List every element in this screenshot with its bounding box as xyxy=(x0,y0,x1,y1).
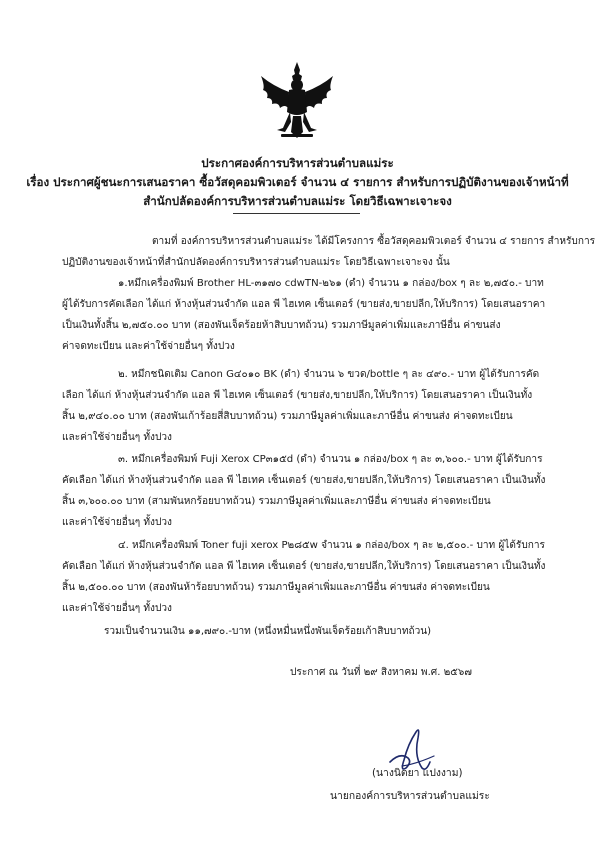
intro-line-2: ปฏิบัติงานของเจ้าหน้าที่สำนักปลัดองค์การบริหารส่วนตำบลแม่ระ โดยวิธีเฉพาะเจาะจง นั้น xyxy=(62,257,450,268)
item-2-line-3: สิ้น ๒,๙๔๐.๐๐ บาท (สองพันเก้าร้อยสี่สิบบาทถ้วน) รวมภาษีมูลค่าเพิ่มและภาษีอื่น ค่าขนส่ง ค่าจดทะเบียน xyxy=(62,411,513,422)
item-3-line-4: และค่าใช้จ่ายอื่นๆ ทั้งปวง xyxy=(62,517,172,528)
item-4-line-3: สิ้น ๒,๕๐๐.๐๐ บาท (สองพันห้าร้อยบาทถ้วน) รวมภาษีมูลค่าเพิ่มและภาษีอื่น ค่าขนส่ง ค่าจดทะเบียน xyxy=(62,582,490,593)
item-4-line-2: คัดเลือก ได้แก่ ห้างหุ้นส่วนจำกัด แอล พี ไฮเทค เซ็นเตอร์ (ขายส่ง,ขายปลีก,ให้บริการ) โดยเสนอราคา เป็นเงินทั้ง xyxy=(62,561,546,572)
item-2-line-2: เลือก ได้แก่ ห้างหุ้นส่วนจำกัด แอล พี ไฮเทค เซ็นเตอร์ (ขายส่ง,ขายปลีก,ให้บริการ) โดยเสนอราคา เป็นเงินทั้ง xyxy=(62,390,533,401)
total-amount: รวมเป็นจำนวนเงิน ๑๑,๗๙๐.-บาท (หนึ่งหมื่นหนึ่งพันเจ็ดร้อยเก้าสิบบาทถ้วน) xyxy=(104,626,432,637)
subject-line-1: เรื่อง ประกาศผู้ชนะการเสนอราคา ซื้อวัสดุคอมพิวเตอร์ จำนวน ๔ รายการ สำหรับการปฏิบัติงานของเจ้าหน้าที่ xyxy=(26,175,569,189)
organization-heading: ประกาศองค์การบริหารส่วนตำบลแม่ระ xyxy=(201,156,394,170)
item-1-line-2: ผู้ได้รับการคัดเลือก ได้แก่ ห้างหุ้นส่วนจำกัด แอล พี ไฮเทค เซ็นเตอร์ (ขายส่ง,ขายปลีก,ให้บริการ) โดยเสนอราคา xyxy=(62,299,546,310)
item-1-line-1: ๑.หมึกเครื่องพิมพ์ Brother HL-๓๑๗๐ cdwTN-๒๖๑ (ดำ) จำนวน ๑ กล่อง/box ๆ ละ ๒,๗๕๐.- บาท xyxy=(118,278,544,289)
garuda-emblem-icon xyxy=(255,60,339,144)
item-3-line-2: คัดเลือก ได้แก่ ห้างหุ้นส่วนจำกัด แอล พี ไฮเทค เซ็นเตอร์ (ขายส่ง,ขายปลีก,ให้บริการ) โดยเสนอราคา เป็นเงินทั้ง xyxy=(62,475,546,486)
item-4-line-4: และค่าใช้จ่ายอื่นๆ ทั้งปวง xyxy=(62,603,172,614)
item-4-line-1: ๔. หมึกเครื่องพิมพ์ Toner fuji xerox P๒๘๕w จำนวน ๑ กล่อง/box ๆ ละ ๒,๕๐๐.- บาท ผู้ได้รับการ xyxy=(118,540,545,551)
signatory-title: นายกองค์การบริหารส่วนตำบลแม่ระ xyxy=(330,790,490,802)
intro-line-1: ตามที่ องค์การบริหารส่วนตำบลแม่ระ ได้มีโครงการ ซื้อวัสดุคอมพิวเตอร์ จำนวน ๔ รายการ สำหรับการ xyxy=(152,236,595,247)
item-3-line-3: สิ้น ๓,๖๐๐.๐๐ บาท (สามพันหกร้อยบาทถ้วน) รวมภาษีมูลค่าเพิ่มและภาษีอื่น ค่าขนส่ง ค่าจดทะเบียน xyxy=(62,496,491,507)
signatory-name: (นางนิตยา แปงงาม) xyxy=(372,767,463,779)
heading-divider xyxy=(233,213,360,214)
item-1-line-3: เป็นเงินทั้งสิ้น ๒,๗๕๐.๐๐ บาท (สองพันเจ็ดร้อยห้าสิบบาทถ้วน) รวมภาษีมูลค่าเพิ่มและภาษีอื่น ค่าขนส่ง xyxy=(62,320,501,331)
item-2-line-4: และค่าใช้จ่ายอื่นๆ ทั้งปวง xyxy=(62,432,172,443)
item-2-line-1: ๒. หมึกชนิดเติม Canon G๔๐๑๐ BK (ดำ) จำนวน ๖ ขวด/bottle ๆ ละ ๔๙๐.- บาท ผู้ได้รับการคัด xyxy=(118,369,540,380)
subject-line-2: สำนักปลัดองค์การบริหารส่วนตำบลแม่ระ โดยวิธีเฉพาะเจาะจง xyxy=(143,194,452,208)
announcement-date: ประกาศ ณ วันที่ ๒๙ สิงหาคม พ.ศ. ๒๕๖๗ xyxy=(290,667,472,678)
item-3-line-1: ๓. หมึกเครื่องพิมพ์ Fuji Xerox CP๓๑๕d (ดำ) จำนวน ๑ กล่อง/box ๆ ละ ๓,๖๐๐.- บาท ผู้ได้รับการ xyxy=(118,454,543,465)
item-1-line-4: ค่าจดทะเบียน และค่าใช้จ่ายอื่นๆ ทั้งปวง xyxy=(62,341,235,352)
